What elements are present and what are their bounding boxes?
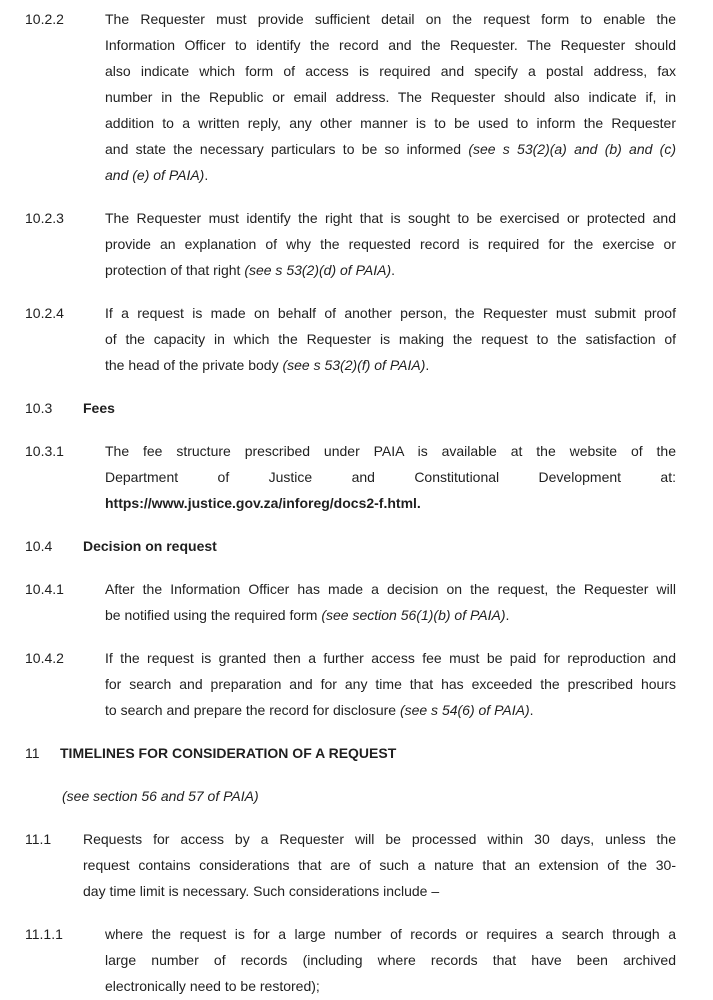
text-run: The fee structure prescribed under PAIA is available at the website of the: [105, 443, 676, 459]
text-line: [105, 973, 676, 999]
text-line: [83, 826, 676, 852]
text-run: for search and preparation and for any time that has exceeded the prescribed hours: [105, 676, 676, 692]
section-10.2.3: [0, 205, 713, 283]
justice-url: https://www.justice.gov.za/inforeg/docs2-f.html.: [105, 495, 421, 511]
text-line: [105, 326, 676, 352]
section-text: [62, 783, 676, 809]
text-line: [105, 576, 676, 602]
text-run: (see s 53(2)(f) of PAIA): [282, 357, 426, 373]
section-text: [105, 645, 676, 723]
text-run: Decision on request: [83, 538, 217, 554]
text-run: electronically need to be restored);: [105, 978, 320, 994]
text-run: (see section 56(1)(b) of PAIA): [321, 607, 506, 623]
text-line: [105, 602, 676, 628]
text-line: [105, 352, 676, 378]
text-line: [105, 162, 676, 188]
section-text: [105, 6, 676, 188]
text-run: to search and prepare the record for disclosure: [105, 702, 400, 718]
text-line: [105, 697, 676, 723]
text-line: [105, 947, 676, 973]
text-line: [83, 533, 676, 559]
text-run: request contains considerations that are of such a nature that an extension of the 30-: [83, 857, 676, 873]
text-line: [105, 464, 676, 490]
text-run: and (e) of PAIA): [105, 167, 205, 183]
text-line: [105, 645, 676, 671]
text-line: [105, 300, 676, 326]
text-run: .: [425, 357, 430, 373]
text-line: [105, 84, 676, 110]
section-text: [83, 395, 676, 421]
section-number: 11.1: [25, 831, 52, 847]
section-text: [105, 576, 676, 628]
text-line: [105, 257, 676, 283]
text-run: TIMELINES FOR CONSIDERATION OF A REQUEST: [60, 745, 397, 761]
text-run: If a request is made on behalf of another person, the Requester must submit proof: [105, 305, 676, 321]
text-run: The Requester must identify the right that is sought to be exercised or protected and: [105, 210, 676, 226]
text-line: [105, 58, 676, 84]
text-line: [105, 438, 676, 464]
text-run: number in the Republic or email address. The Requester should also indicate if, in: [105, 89, 676, 105]
text-line: [105, 6, 676, 32]
text-run: If the request is granted then a further access fee must be paid for reproduction and: [105, 650, 676, 666]
section-text: [60, 740, 676, 766]
section-number: 10.4.2: [25, 650, 64, 666]
text-line: [105, 205, 676, 231]
section-number: 10.4.1: [25, 581, 64, 597]
document-content: [0, 6, 713, 999]
text-run: be notified using the required form: [105, 607, 322, 623]
text-run: (see s 53(2)(d) of PAIA): [244, 262, 392, 278]
text-run: of the capacity in which the Requester is making the request to the satisfaction of: [105, 331, 676, 347]
text-line: [105, 32, 676, 58]
text-line: [105, 110, 676, 136]
text-line: [105, 136, 676, 162]
text-line: [83, 852, 676, 878]
text-run: provide an explanation of why the requested record is required for the exercise or: [105, 236, 676, 252]
text-run: .: [204, 167, 209, 183]
text-line: [105, 671, 676, 697]
text-line: [105, 231, 676, 257]
section-text: [105, 205, 676, 283]
text-run: After the Information Officer has made a decision on the request, the Requester will: [105, 581, 676, 597]
text-run: .: [505, 607, 510, 623]
section-number: 10.2.4: [25, 305, 64, 321]
text-run: the head of the private body: [105, 357, 283, 373]
section-10.4: [0, 533, 713, 559]
section-number: 10.3.1: [25, 443, 64, 459]
text-run: .: [391, 262, 395, 278]
text-line: [83, 878, 676, 904]
text-line: [83, 395, 676, 421]
text-run: (see section 56 and 57 of PAIA): [62, 788, 259, 804]
text-run: protection of that right: [105, 262, 245, 278]
text-line: [105, 490, 676, 516]
text-run: addition to a written reply, any other manner is to be used to inform the Requester: [105, 115, 676, 131]
section-text: [105, 300, 676, 378]
text-line: [62, 783, 676, 809]
section-10.4.2: [0, 645, 713, 723]
text-run: Information Officer to identify the record and the Requester. The Requester should: [105, 37, 676, 53]
section-11: [0, 740, 713, 766]
text-run: and state the necessary particulars to be so informed: [105, 141, 469, 157]
text-line: [105, 921, 676, 947]
section-number: 11: [25, 745, 40, 761]
text-run: (see s 53(2)(a) and (b) and (c): [468, 141, 676, 157]
section-text: [83, 533, 676, 559]
section-text: [105, 921, 676, 999]
text-run: large number of records (including where records that have been archived: [105, 952, 676, 968]
text-run: (see s 54(6) of PAIA): [399, 702, 530, 718]
section-11.1.1: [0, 921, 713, 999]
section-note: [0, 783, 713, 809]
section-number: 10.3: [25, 400, 53, 416]
text-run: also indicate which form of access is required and specify a postal address, fax: [105, 63, 676, 79]
section-10.3.1: [0, 438, 713, 516]
section-number: 10.4: [25, 538, 53, 554]
text-run: where the request is for a large number of records or requires a search through a: [105, 926, 676, 942]
text-run: Requests for access by a Requester will be processed within 30 days, unless the: [83, 831, 676, 847]
section-10.4.1: [0, 576, 713, 628]
text-line: [60, 740, 676, 766]
text-run: day time limit is necessary. Such considerations include –: [83, 883, 440, 899]
text-run: The Requester must provide sufficient detail on the request form to enable the: [105, 11, 676, 27]
section-10.3: [0, 395, 713, 421]
text-run: .: [529, 702, 534, 718]
section-text: [83, 826, 676, 904]
text-run: Fees: [83, 400, 115, 416]
text-run: Department of Justice and Constitutional Development at:: [105, 469, 676, 485]
section-10.2.4: [0, 300, 713, 378]
section-11.1: [0, 826, 713, 904]
section-10.2.2: [0, 6, 713, 188]
section-text: [105, 438, 676, 516]
section-number: 11.1.1: [25, 926, 63, 942]
section-number: 10.2.2: [25, 11, 64, 27]
section-number: 10.2.3: [25, 210, 64, 226]
